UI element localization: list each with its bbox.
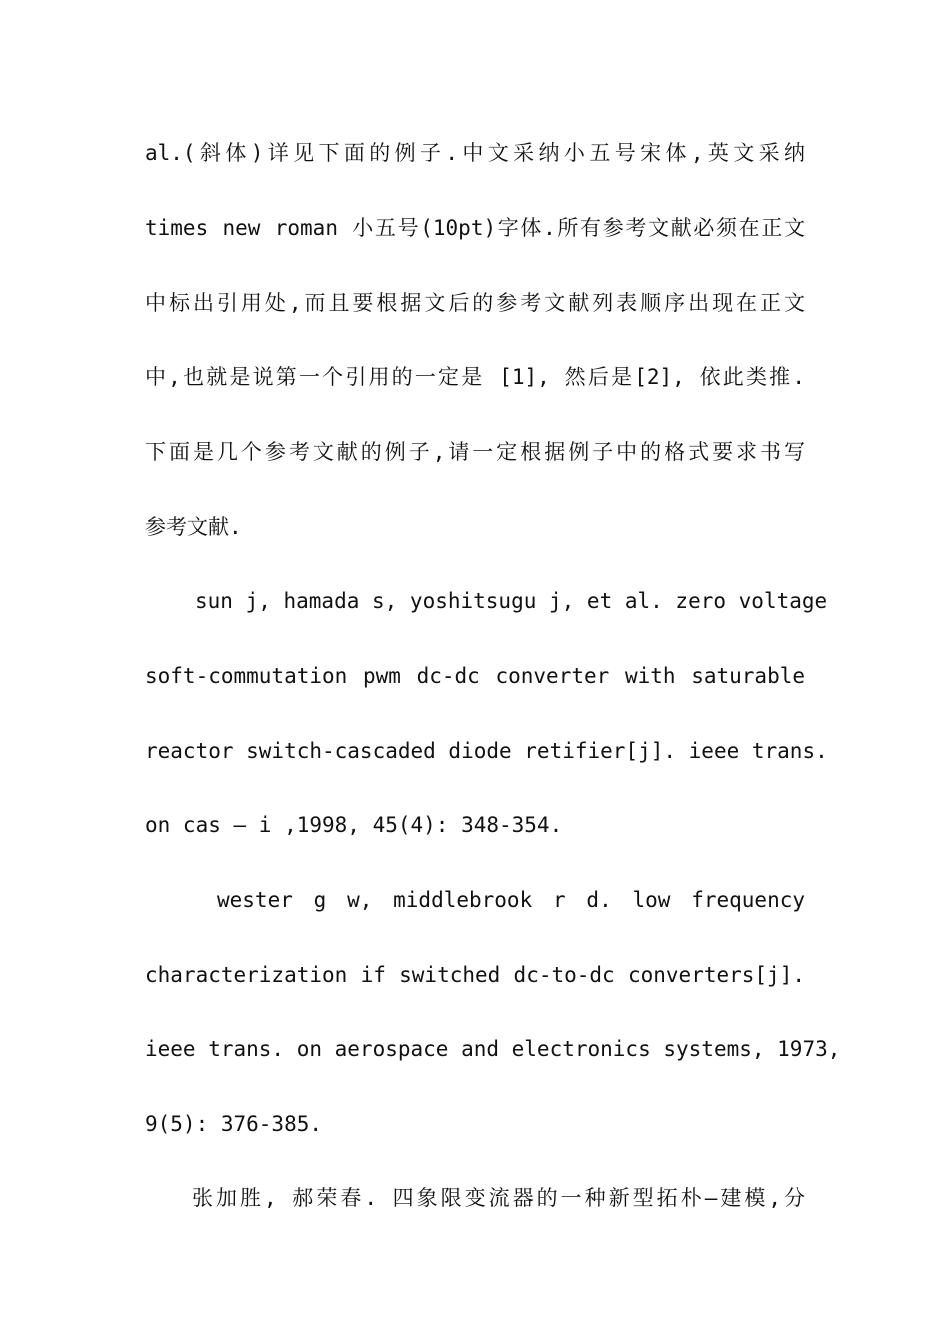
- reference-line: on cas – i ,1998, 45(4): 348-354.: [145, 813, 563, 837]
- reference-line: sun j, hamada s, yoshitsugu j, et al. zero voltage: [195, 589, 828, 613]
- text-line: 中标出引用处,而且要根据文后的参考文献列表顺序出现在正文: [145, 291, 805, 315]
- reference-line: soft-commutation pwm dc-dc converter with saturable: [145, 664, 805, 688]
- text-line: 下面是几个参考文献的例子,请一定根据例子中的格式要求书写: [145, 440, 805, 464]
- reference-line: ieee trans. on aerospace and electronics systems, 1973,: [145, 1037, 841, 1061]
- text-line: times new roman 小五号(10pt)字体.所有参考文献必须在正文: [145, 216, 805, 240]
- text-line: 中,也就是说第一个引用的一定是 [1], 然后是[2], 依此类推.: [145, 365, 805, 389]
- reference-line: 9(5): 376-385.: [145, 1112, 323, 1136]
- reference-line: reactor switch-cascaded diode retifier[j]. ieee trans.: [145, 739, 828, 763]
- text-line: al.(斜体)详见下面的例子.中文采纳小五号宋体,英文采纳: [145, 141, 805, 165]
- reference-line: wester g w, middlebrook r d. low frequency: [217, 888, 805, 912]
- reference-line: characterization if switched dc-to-dc converters[j].: [145, 963, 805, 987]
- text-line: 参考文献.: [145, 515, 242, 539]
- reference-line: 张加胜, 郝荣春. 四象限变流器的一种新型拓朴—建模,分: [192, 1186, 805, 1210]
